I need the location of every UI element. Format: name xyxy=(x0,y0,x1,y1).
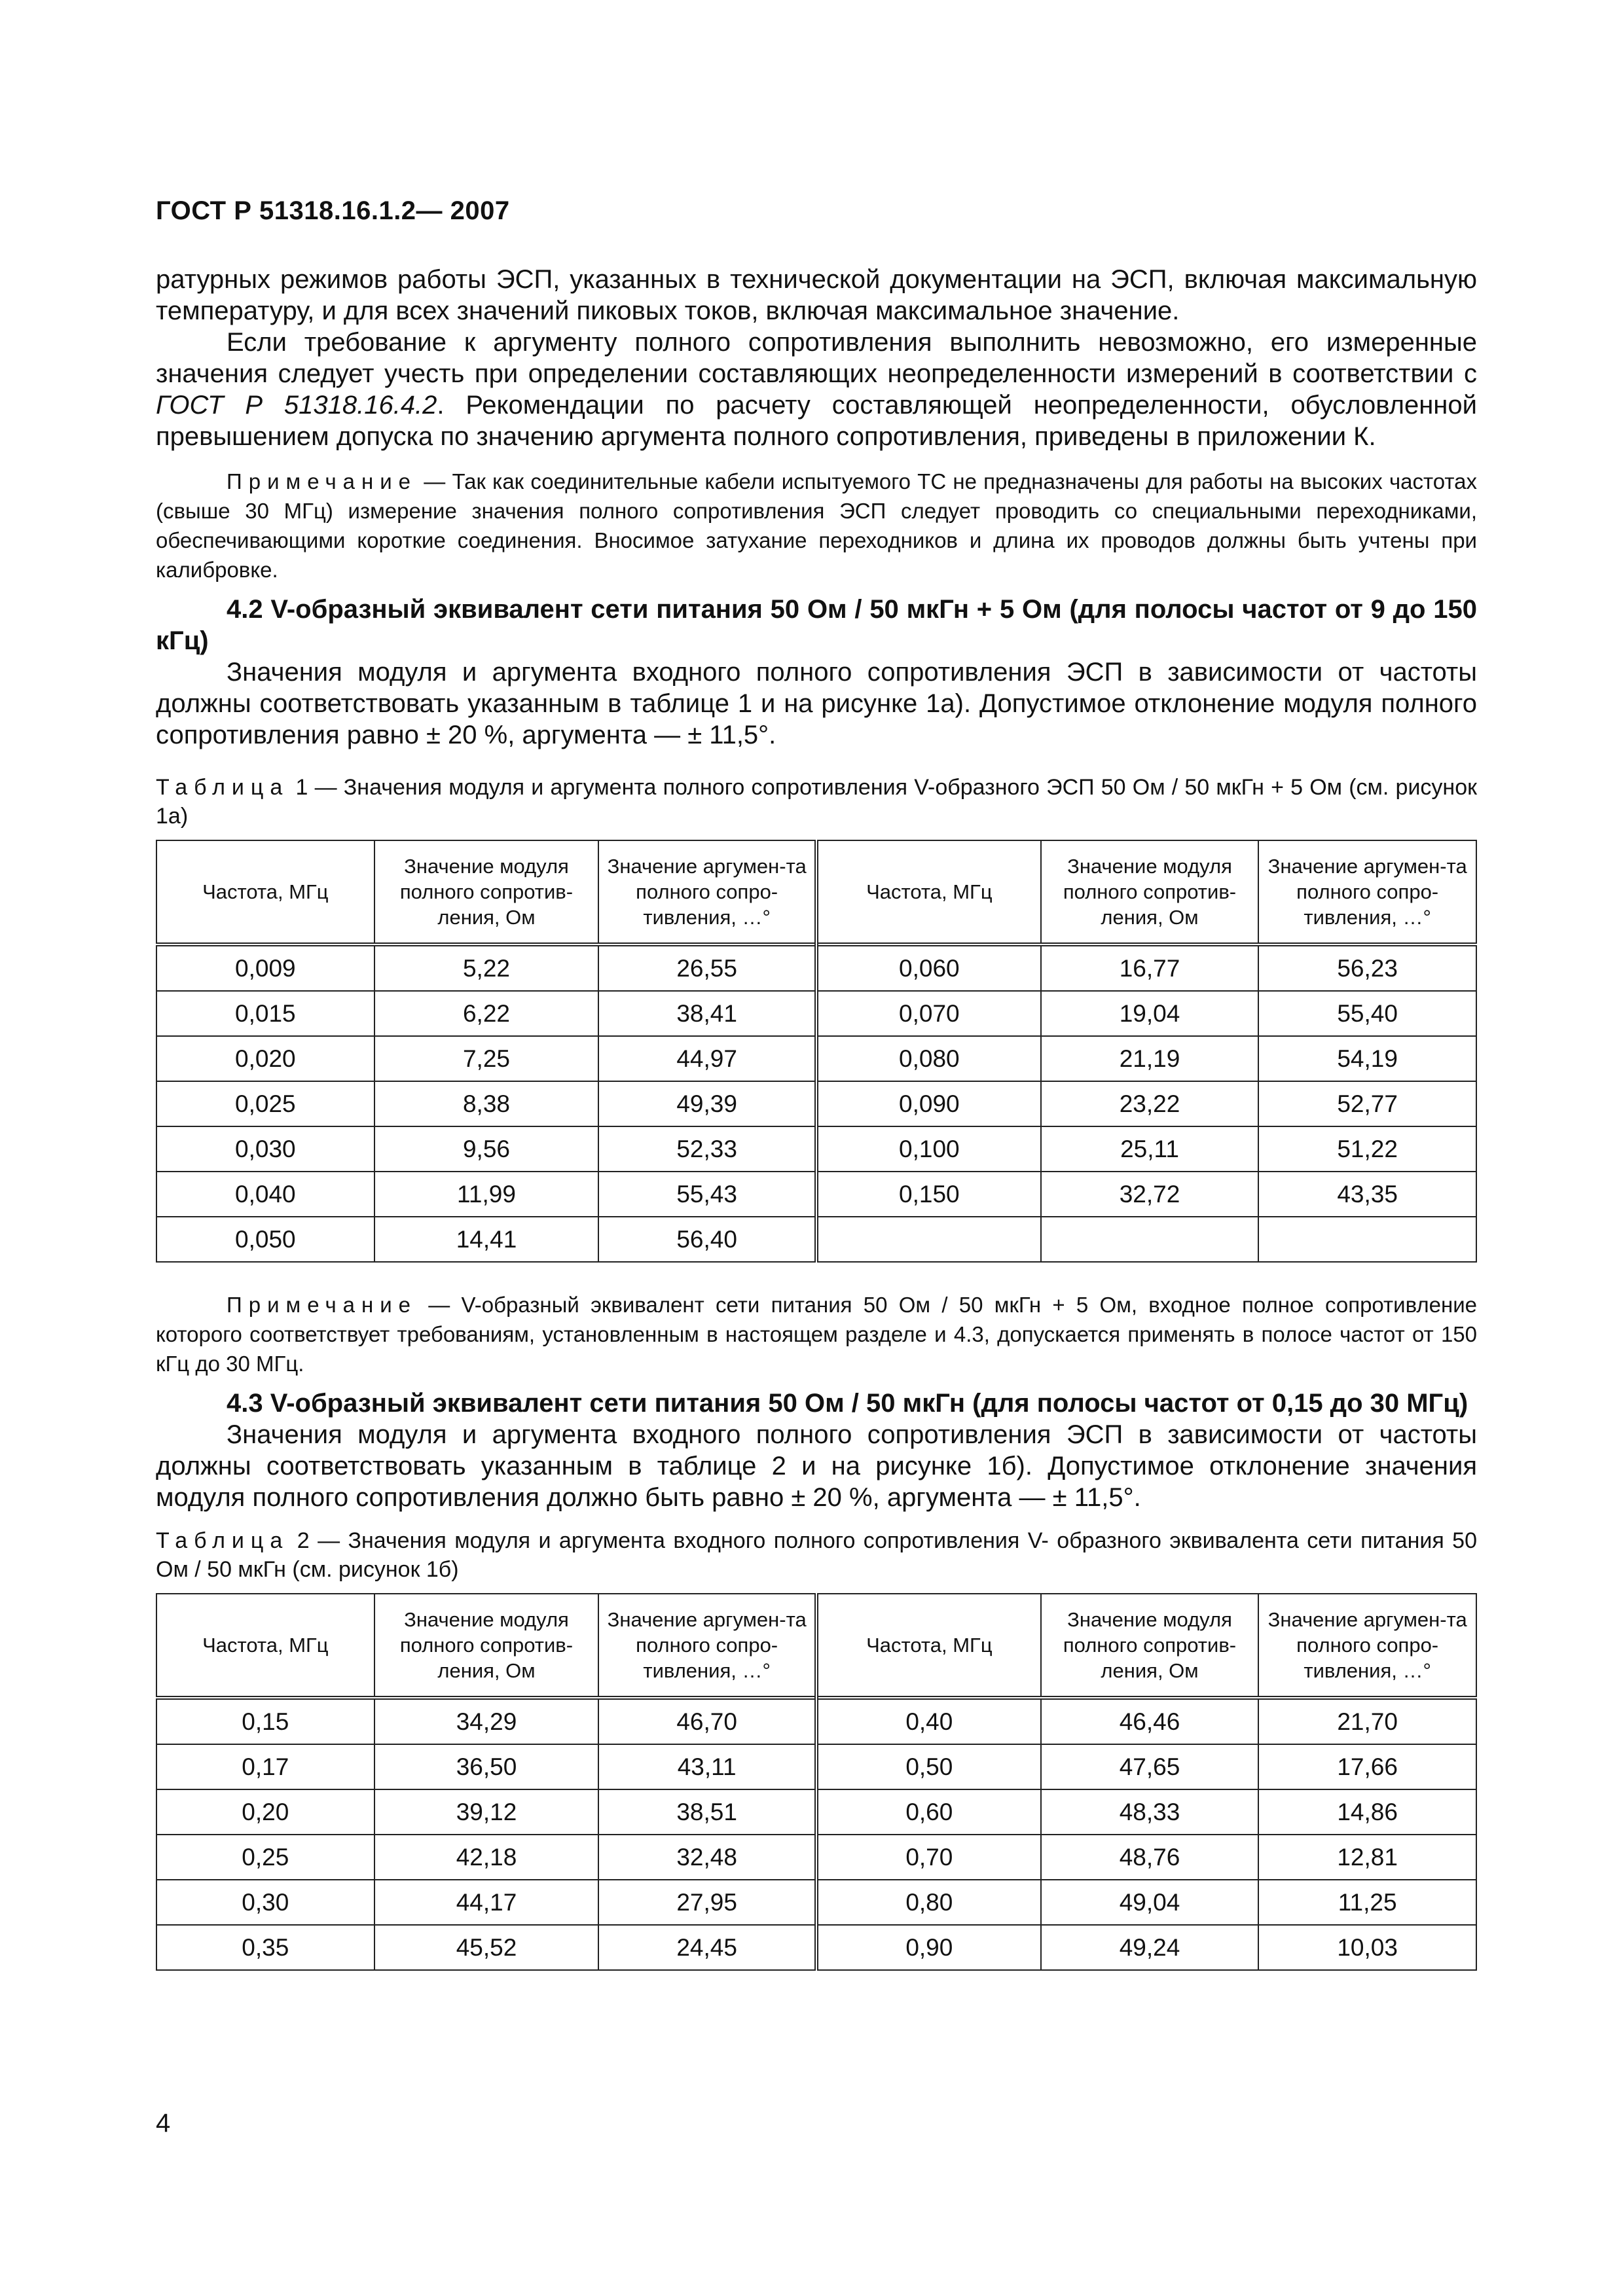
cell-argument: 44,97 xyxy=(598,1036,816,1081)
table-1-caption xyxy=(156,773,1477,831)
cell-frequency: 0,90 xyxy=(816,1925,1041,1970)
cell-frequency: 0,17 xyxy=(156,1744,374,1789)
table-row xyxy=(156,1744,1476,1789)
cell-frequency: 0,020 xyxy=(156,1036,374,1081)
cell-modulus: 47,65 xyxy=(1041,1744,1259,1789)
cell-modulus: 23,22 xyxy=(1041,1081,1259,1126)
header-frequency: Частота, МГц xyxy=(156,840,374,944)
cell-frequency: 0,050 xyxy=(156,1217,374,1262)
cell-modulus: 48,33 xyxy=(1041,1789,1259,1835)
table-header-row xyxy=(156,840,1476,944)
cell-modulus: 21,19 xyxy=(1041,1036,1259,1081)
cell-modulus: 42,18 xyxy=(374,1835,599,1880)
cell-frequency: 0,100 xyxy=(816,1126,1041,1172)
cell-argument: 21,70 xyxy=(1258,1698,1476,1744)
cell-modulus: 36,50 xyxy=(374,1744,599,1789)
header-argument: Значение аргумен-та полного сопро-тивления, …° xyxy=(1258,1594,1476,1698)
cell-modulus: 48,76 xyxy=(1041,1835,1259,1880)
cell-frequency: 0,090 xyxy=(816,1081,1041,1126)
cell-modulus: 19,04 xyxy=(1041,991,1259,1036)
cell-frequency: 0,009 xyxy=(156,944,374,991)
section-4-3-text: Значения модуля и аргумента входного полного сопротивления ЭСП в зависимости от частоты должны соответствовать указанным в таблице 2 и на рисунке 1б). Допустимое отклонение значения модуля полного сопротивления должно быть равно ± 20 %, аргумента — ± 11,5°. xyxy=(156,1420,1477,1512)
cell-argument: 52,33 xyxy=(598,1126,816,1172)
cell-modulus: 32,72 xyxy=(1041,1172,1259,1217)
cell-modulus: 45,52 xyxy=(374,1925,599,1970)
cell-frequency: 0,35 xyxy=(156,1925,374,1970)
cell-modulus: 8,38 xyxy=(374,1081,599,1126)
header-modulus: Значение модуля полного сопротив-ления, Ом xyxy=(374,840,599,944)
table-row xyxy=(156,1126,1476,1172)
header-argument: Значение аргумен-та полного сопро-тивления, …° xyxy=(598,840,816,944)
table-label: Таблица xyxy=(156,775,289,800)
table-row xyxy=(156,1835,1476,1880)
cell-frequency: 0,040 xyxy=(156,1172,374,1217)
table-caption-text: 2 — Значения модуля и аргумента входного полного сопротивления V- образного эквивалента сети питания 50 Ом / 50 мкГн (см. рисунок 1б) xyxy=(156,1528,1477,1582)
cell-modulus: 34,29 xyxy=(374,1698,599,1744)
table-row xyxy=(156,944,1476,991)
table-row xyxy=(156,1172,1476,1217)
page-number: 4 xyxy=(156,2109,171,2138)
cell-modulus: 16,77 xyxy=(1041,944,1259,991)
header-frequency: Частота, МГц xyxy=(816,840,1041,944)
cell-frequency: 0,080 xyxy=(816,1036,1041,1081)
header-argument: Значение аргумен-та полного сопро-тивления, …° xyxy=(1258,840,1476,944)
note-2 xyxy=(156,1290,1477,1378)
cell-argument: 17,66 xyxy=(1258,1744,1476,1789)
paragraph-text-b: . Рекомендации по расчету составляющей неопределенности, обусловленной превышением допуска по значению аргумента полного сопротивления, приведены в приложении К. xyxy=(156,391,1477,451)
table-1 xyxy=(156,840,1477,1263)
cell-argument: 56,40 xyxy=(598,1217,816,1262)
cell-frequency: 0,60 xyxy=(816,1789,1041,1835)
section-4-2-text: Значения модуля и аргумента входного полного сопротивления ЭСП в зависимости от частоты должны соответствовать указанным в таблице 1 и на рисунке 1а). Допустимое отклонение модуля полного сопротивления равно ± 20 %, аргумента — ± 11,5°. xyxy=(156,658,1477,749)
cell-frequency: 0,70 xyxy=(816,1835,1041,1880)
table-row xyxy=(156,1217,1476,1262)
cell-frequency: 0,20 xyxy=(156,1789,374,1835)
cell-frequency: 0,150 xyxy=(816,1172,1041,1217)
cell-argument: 43,11 xyxy=(598,1744,816,1789)
table-row xyxy=(156,1081,1476,1126)
paragraph-impedance-argument xyxy=(156,327,1477,452)
header-frequency: Частота, МГц xyxy=(816,1594,1041,1698)
cell-modulus: 9,56 xyxy=(374,1126,599,1172)
note-text: — V-образный эквивалент сети питания 50 Ом / 50 мкГн + 5 Ом, входное полное сопротивление которого соответствует требованиям, установленным в настоящем разделе и 4.3, допускается применять в полосе частот от 150 кГц до 30 МГц. xyxy=(156,1293,1477,1376)
cell-modulus: 49,24 xyxy=(1041,1925,1259,1970)
cell-frequency: 0,25 xyxy=(156,1835,374,1880)
cell-argument: 55,40 xyxy=(1258,991,1476,1036)
section-4-3-title: 4.3 V-образный эквивалент сети питания 50 Ом / 50 мкГн (для полосы частот от 0,15 до 30 МГц) xyxy=(227,1389,1468,1418)
cell-argument: 27,95 xyxy=(598,1880,816,1925)
cell-modulus: 14,41 xyxy=(374,1217,599,1262)
cell-modulus: 44,17 xyxy=(374,1880,599,1925)
table-header-row xyxy=(156,1594,1476,1698)
cell-modulus: 39,12 xyxy=(374,1789,599,1835)
cell-frequency: 0,060 xyxy=(816,944,1041,991)
header-modulus: Значение модуля полного сопротив-ления, Ом xyxy=(1041,1594,1259,1698)
cell-argument: 54,19 xyxy=(1258,1036,1476,1081)
cell-argument: 46,70 xyxy=(598,1698,816,1744)
cell-argument: 24,45 xyxy=(598,1925,816,1970)
cell-modulus: 11,99 xyxy=(374,1172,599,1217)
cell-frequency: 0,015 xyxy=(156,991,374,1036)
cell-argument: 43,35 xyxy=(1258,1172,1476,1217)
cell-argument: 49,39 xyxy=(598,1081,816,1126)
cell-modulus: 7,25 xyxy=(374,1036,599,1081)
cell-argument: 56,23 xyxy=(1258,944,1476,991)
header-modulus: Значение модуля полного сопротив-ления, Ом xyxy=(1041,840,1259,944)
cell-argument xyxy=(1258,1217,1476,1262)
table-2-caption xyxy=(156,1526,1477,1584)
note-label: Примечание xyxy=(227,469,418,493)
document-page xyxy=(156,196,1477,1971)
table-caption-text: 1 — Значения модуля и аргумента полного сопротивления V-образного ЭСП 50 Ом / 50 мкГн + 5 Ом (см. рисунок 1а) xyxy=(156,775,1477,829)
header-frequency: Частота, МГц xyxy=(156,1594,374,1698)
cell-modulus: 49,04 xyxy=(1041,1880,1259,1925)
cell-frequency: 0,15 xyxy=(156,1698,374,1744)
cell-frequency: 0,40 xyxy=(816,1698,1041,1744)
cell-modulus xyxy=(1041,1217,1259,1262)
note-text: — Так как соединительные кабели испытуемого ТС не предназначены для работы на высоких частотах (свыше 30 МГц) измерение значения полного сопротивления ЭСП следует проводить со специальными переходниками, обеспечивающими короткие соединения. Вносимое затухание переходников и длина их проводов должны быть учтены при калибровке. xyxy=(156,469,1477,582)
note-label: Примечание xyxy=(227,1293,418,1317)
table-row xyxy=(156,1789,1476,1835)
table-label: Таблица xyxy=(156,1528,289,1553)
header-argument: Значение аргумен-та полного сопро-тивления, …° xyxy=(598,1594,816,1698)
paragraph-continuation: ратурных режимов работы ЭСП, указанных в технической документации на ЭСП, включая максимальную температуру, и для всех значений пиковых токов, включая максимальное значение. xyxy=(156,265,1477,325)
cell-argument: 38,51 xyxy=(598,1789,816,1835)
table-row xyxy=(156,1698,1476,1744)
cell-modulus: 25,11 xyxy=(1041,1126,1259,1172)
cell-frequency: 0,030 xyxy=(156,1126,374,1172)
section-4-2-title: 4.2 V-образный эквивалент сети питания 50 Ом / 50 мкГн + 5 Ом (для полосы частот от 9 до 150 кГц) xyxy=(156,595,1477,655)
cell-argument: 51,22 xyxy=(1258,1126,1476,1172)
document-header: ГОСТ Р 51318.16.1.2— 2007 xyxy=(156,196,510,225)
cell-argument: 12,81 xyxy=(1258,1835,1476,1880)
table-row xyxy=(156,1880,1476,1925)
cell-argument: 10,03 xyxy=(1258,1925,1476,1970)
paragraph-text-a: Если требование к аргументу полного сопротивления выполнить невозможно, его измеренные значения следует учесть при определении составляющих неопределенности измерений в соответствии с xyxy=(156,328,1477,388)
cell-modulus: 5,22 xyxy=(374,944,599,991)
table-2 xyxy=(156,1593,1477,1971)
cell-modulus: 6,22 xyxy=(374,991,599,1036)
cell-argument: 11,25 xyxy=(1258,1880,1476,1925)
cell-argument: 26,55 xyxy=(598,944,816,991)
cell-modulus: 46,46 xyxy=(1041,1698,1259,1744)
cell-frequency: 0,025 xyxy=(156,1081,374,1126)
cell-frequency: 0,30 xyxy=(156,1880,374,1925)
standard-reference: ГОСТ Р 51318.16.4.2 xyxy=(156,391,437,420)
cell-argument: 14,86 xyxy=(1258,1789,1476,1835)
note-1 xyxy=(156,467,1477,584)
cell-argument: 52,77 xyxy=(1258,1081,1476,1126)
cell-argument: 32,48 xyxy=(598,1835,816,1880)
cell-argument: 55,43 xyxy=(598,1172,816,1217)
cell-argument: 38,41 xyxy=(598,991,816,1036)
cell-frequency: 0,80 xyxy=(816,1880,1041,1925)
cell-frequency: 0,070 xyxy=(816,991,1041,1036)
header-modulus: Значение модуля полного сопротив-ления, Ом xyxy=(374,1594,599,1698)
table-row xyxy=(156,1036,1476,1081)
cell-frequency: 0,50 xyxy=(816,1744,1041,1789)
cell-frequency xyxy=(816,1217,1041,1262)
table-row xyxy=(156,1925,1476,1970)
table-row xyxy=(156,991,1476,1036)
